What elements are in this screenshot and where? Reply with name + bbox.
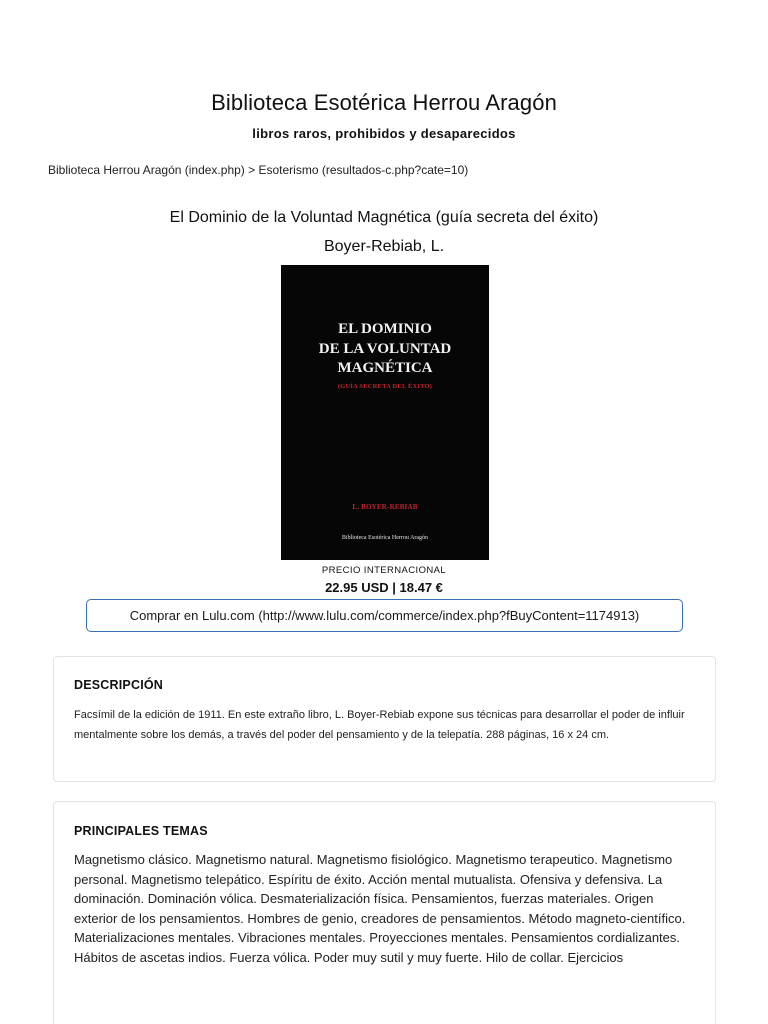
cover-author: L. BOYER-REBIAB <box>352 503 418 511</box>
breadcrumb-home-link[interactable]: Biblioteca Herrou Aragón (index.php) <box>48 163 245 177</box>
description-text: Facsímil de la edición de 1911. En este extraño libro, L. Boyer-Rebiab expone sus técnicas para desarrollar el poder de influir mentalmente sobre los demás, a través del poder del pensamiento y de la telepatía. 288 páginas, 16 x 24 cm. <box>74 709 685 741</box>
breadcrumb-category-link[interactable]: Esoterismo (resultados-c.php?cate=10) <box>258 163 469 177</box>
breadcrumb-separator: > <box>248 163 256 177</box>
topics-heading: PRINCIPALES TEMAS <box>74 824 208 838</box>
book-author: Boyer-Rebiab, L. <box>323 238 445 255</box>
breadcrumb <box>48 163 468 177</box>
book-cover-image <box>281 265 489 560</box>
description-heading: DESCRIPCIÓN <box>74 678 164 692</box>
description-panel <box>53 656 716 782</box>
cover-publisher: Biblioteca Esotérica Herrou Aragón <box>341 535 429 541</box>
book-title: El Dominio de la Voluntad Magnética (guía secreta del éxito) <box>169 209 599 226</box>
site-subtitle: libros raros, prohibidos y desaparecidos <box>252 126 516 141</box>
site-title: Biblioteca Esotérica Herrou Aragón <box>211 90 557 115</box>
buy-on-lulu-button[interactable]: Comprar en Lulu.com (http://www.lulu.com/commerce/index.php?fBuyContent=1174913) <box>86 599 683 632</box>
topics-text: Magnetismo clásico. Magnetismo natural. Magnetismo fisiológico. Magnetismo terapeutico. Magnetismo personal. Magnetismo telepático. Espíritu de éxito. Acción mental mutualista. Ofensiva y defensiva. La dominación. Dominación vólica. Desmaterialización física. Pensamientos, fuerzas materiales. Origen exterior de los pensamientos. Hombres de genio, creadores de pensamientos. Método magneto-científico. Materializaciones mentales. Vibraciones mentales. Proyecciones mentales. Pensamientos cordializantes. Hábitos de ascetas indios. Fuerza vólica. Poder muy sutil y muy fuerte. Hilo de collar. Ejercicios <box>74 852 686 965</box>
cover-subtitle: (GUÍA SECRETA DEL ÉXITO) <box>337 383 433 390</box>
price-value: 22.95 USD | 18.47 € <box>325 580 443 595</box>
cover-title: EL DOMINIO DE LA VOLUNTAD MAGNÉTICA <box>318 321 452 376</box>
price-label: PRECIO INTERNACIONAL <box>321 565 447 576</box>
topics-panel <box>53 801 716 1024</box>
